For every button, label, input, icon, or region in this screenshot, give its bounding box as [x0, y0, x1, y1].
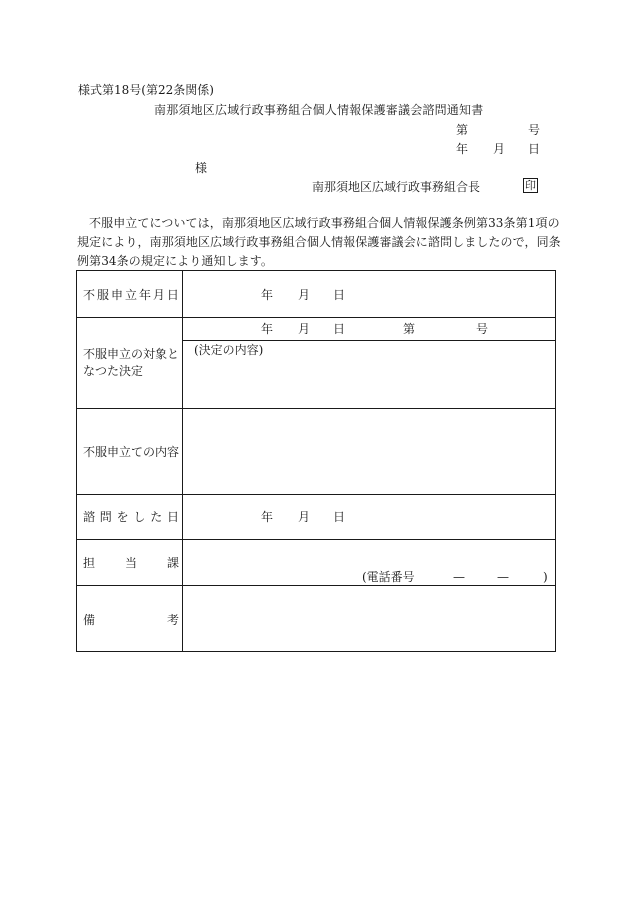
consultation-date-label: 諮 問 を し た 日 [83, 510, 179, 524]
decision-content-label: (決定の内容) [194, 343, 264, 357]
row-divider [77, 494, 555, 495]
issue-date-month: 月 [493, 142, 506, 156]
issue-date-year: 年 [456, 142, 469, 156]
consultation-date-month: 月 [298, 510, 311, 524]
row-divider [77, 317, 555, 318]
appeal-date-month: 月 [298, 288, 311, 302]
seal-mark: 印 [525, 179, 536, 192]
decision-date-day: 日 [333, 322, 346, 336]
decision-target-label [83, 346, 179, 380]
decision-date-month: 月 [298, 322, 311, 336]
remarks-label: 備 考 [83, 613, 179, 627]
row-divider [77, 585, 555, 586]
decision-date-divider [182, 340, 555, 341]
appeal-date-day: 日 [333, 288, 346, 302]
document-number-suffix: 号 [528, 123, 541, 137]
column-divider [182, 271, 183, 651]
notice-body: 不服申立てについては，南那須地区広域行政事務組合個人情報保護条例第33条第1項の規定により，南那須地区広域行政事務組合個人情報保護審議会に諮問しましたので，同条例第34条の規定により通知します。 [77, 216, 561, 268]
phone-dash-1: — [453, 570, 465, 584]
phone-close: ) [543, 570, 548, 584]
department-label: 担 当 課 [83, 556, 179, 570]
document-number-prefix: 第 [456, 123, 469, 137]
addressee-honorific: 様 [195, 161, 208, 175]
decision-number-suffix: 号 [476, 322, 489, 336]
form-table [76, 270, 556, 652]
decision-target-label-line1: 不服申立の対象と [83, 347, 180, 361]
consultation-date-day: 日 [333, 510, 346, 524]
form-number: 様式第18号(第22条関係) [78, 83, 214, 97]
row-divider [77, 539, 555, 540]
phone-open: (電話番号 [362, 570, 415, 584]
appeal-date-label: 不 服 申 立 年 月 日 [83, 288, 179, 302]
phone-dash-2: — [497, 570, 509, 584]
appeal-content-label: 不服申立ての内容 [83, 445, 180, 459]
consultation-date-year: 年 [261, 510, 274, 524]
document-title: 南那須地区広域行政事務組合個人情報保護審議会諮問通知書 [154, 103, 484, 117]
sender-name: 南那須地区広域行政事務組合長 [312, 180, 481, 194]
decision-date-year: 年 [261, 322, 274, 336]
decision-number-prefix: 第 [403, 322, 416, 336]
decision-target-label-line2: なつた決定 [83, 364, 144, 378]
row-divider [77, 408, 555, 409]
appeal-date-year: 年 [261, 288, 274, 302]
issue-date-day: 日 [528, 142, 541, 156]
